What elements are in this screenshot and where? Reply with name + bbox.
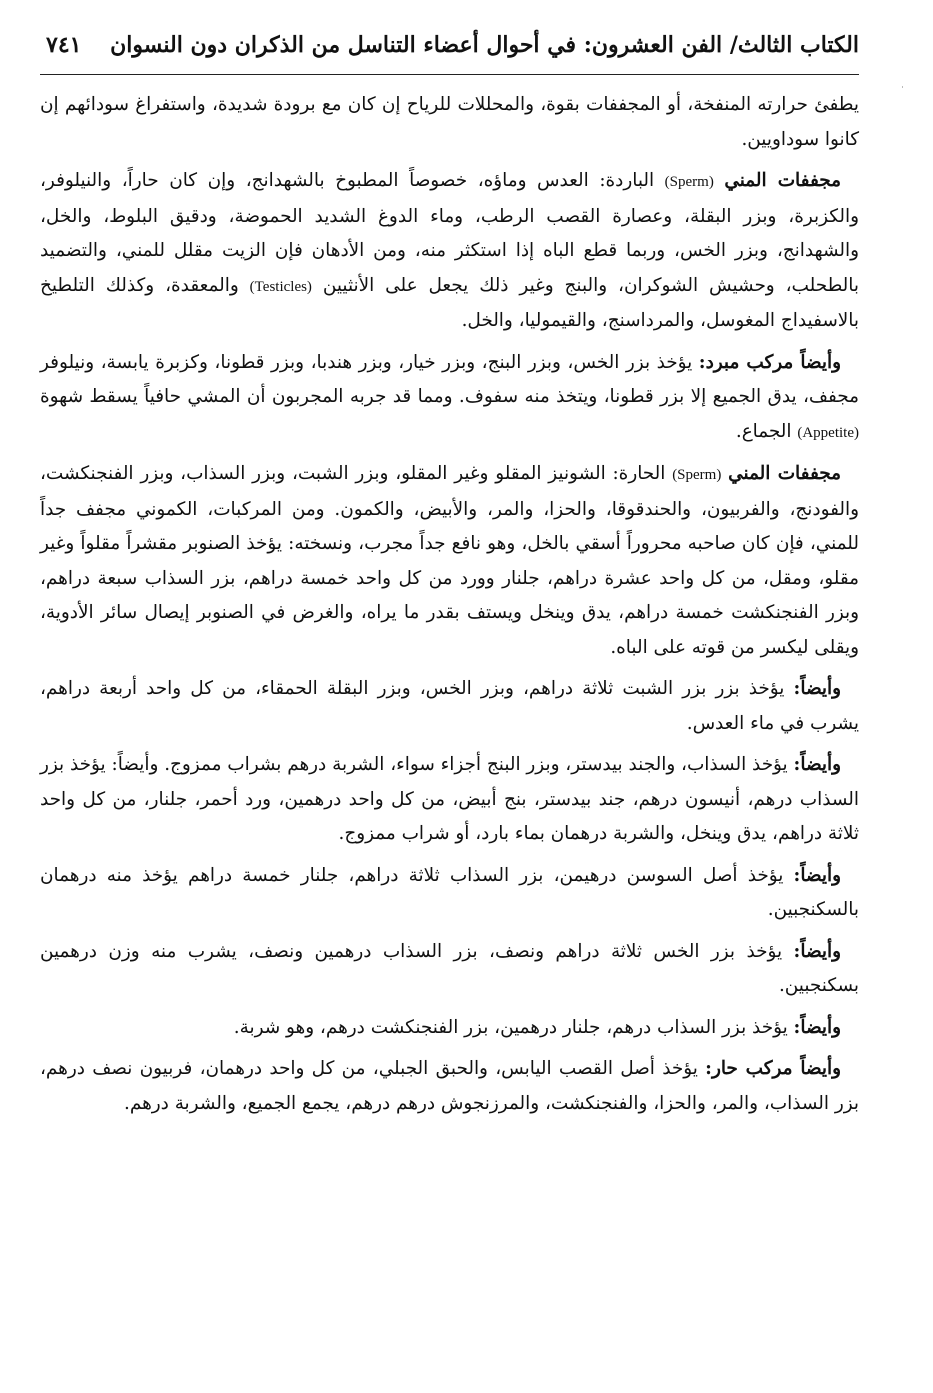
paragraph-lead: وأيضاً مركب حار: [705, 1058, 841, 1079]
paragraph-lead: وأيضاً: [793, 940, 841, 962]
paragraph [40, 859, 859, 928]
paragraph-text: يطفئ حرارته المنفخة، أو المجففات بقوة، والمحللات للرياح إن كان مع برودة شديدة، واستفراغ سودائهم إن كانوا سوداويين. [40, 94, 859, 150]
paragraph-lead: وأيضاً: [793, 754, 841, 775]
page-header [40, 22, 859, 75]
paragraph [40, 935, 859, 1004]
margin-tick [902, 86, 903, 88]
paragraph [40, 88, 859, 157]
latin-term: (Sperm) [672, 467, 722, 483]
paragraph-text: يؤخذ أصل القصب اليابس، والحبق الجبلي، من كل واحد درهمان، فربيون نصف درهم، بزر السذاب، والمر، والحزا، والفنجنكشت، والمرزنجوش درهم درهم، يجمع الجميع، والشربة درهم. [40, 1058, 859, 1114]
paragraph-lead: وأيضاً: [793, 864, 841, 886]
paragraph-text: يؤخذ بزر الخس ثلاثة دراهم ونصف، بزر السذاب درهمين ونصف، يشرب منه وزن درهمين بسكنجبين. [40, 940, 859, 996]
paragraph-lead: وأيضاً مركب مبرد: [698, 351, 841, 373]
page-number: ٧٤١ [46, 32, 82, 58]
paragraph-text: يؤخذ بزر الخس، وبزر البنج، وبزر خيار، وبزر هندبا، وبزر قطونا، وكزبرة يابسة، ونيلوفر مجفف، يدق الجميع إلا بزر قطونا، ويتخذ منه سفوف. ومما قد جربه المجربون أن المشي حافياً يسقط شهوة [40, 351, 859, 407]
paragraph-lead: مجففات المني [724, 170, 841, 191]
paragraph-lead: وأيضاً: [793, 1016, 841, 1038]
paragraph [40, 346, 859, 451]
latin-term: (Appetite) [797, 424, 859, 441]
latin-term: (Testicles) [249, 278, 312, 295]
page-body [40, 88, 859, 1128]
paragraph [40, 457, 859, 665]
running-head: الكتاب الثالث/ الفن العشرون: في أحوال أعضاء التناسل من الذكران دون النسوان [110, 32, 859, 58]
paragraph [40, 748, 859, 852]
latin-term: (Sperm) [664, 174, 714, 190]
paragraph [40, 164, 859, 339]
paragraph-text: يؤخذ السذاب، والجند بيدستر، وبزر البنج أجزاء سواء، الشربة درهم بشراب ممزوج. وأيضاً: يؤخذ بزر السذاب درهم، أنيسون درهم، جند بيدستر، بنج أبيض، من كل واحد درهمين، ورد أحمر، جلنار، من كل واحد ثلاثة دراهم، يدق وينخل، والشربة درهمان بماء بارد، أو شراب ممزوج. [40, 754, 859, 844]
paragraph-text: يؤخذ أصل السوسن درهيمن، بزر السذاب ثلاثة دراهم، جلنار خمسة دراهم يؤخذ منه درهمان بالسكنجبين. [40, 864, 859, 920]
paragraph-text: الباردة: العدس وماؤه، خصوصاً المطبوخ بالشهدانج، وإن كان حاراً، والنيلوفر، والكزبرة، وبزر البقلة، وعصارة القصب الرطب، وماء الدوغ الشديد الحموضة، ودقيق البلوط، والخل، والشهدانج، وبزر الخس، وربما قطع الباه إذا استكثر منه، ومن الأدهان فإن الزيت مقلل للمني، والتضميد بالطحلب، وحشيش الشوكران، والبنج وغير ذلك يجعل على الأنثيين [40, 170, 859, 296]
paragraph [40, 672, 859, 741]
paragraph [40, 1011, 859, 1046]
paragraph-text: الحارة: الشونيز المقلو وغير المقلو، وبزر الشبت، وبزر السذاب، وبزر الفنجنكشت، والفودنج، والفربيون، والحندقوقا، والحزا، والمر، والأبيض، والكمون. ومن المركبات، الكموني مجفف جداً للمني، فإن كان صاحبه محروراً أسقي بالخل، وهو نافع جداً مجرب، ونسخته: يؤخذ الصنوبر مقشراً مقلواً وغير مقلو، ومقل، من كل واحد عشرة دراهم، جلنار وورد من كل واحد خمسة دراهم، بزر السذاب سبعة دراهم، وبزر الفنجنكشت خمسة دراهم، يدق وينخل ويستف بقدر ما يراه، والغرض في الصنوبر إيصال سائر الأدوية، ويقلى ليكسر من قوته على الباه. [40, 463, 859, 658]
paragraph-text: الجماع. [735, 420, 798, 442]
paragraph [40, 1052, 859, 1121]
paragraph-lead: مجففات المني [728, 463, 841, 484]
paragraph-lead: وأيضاً: [793, 678, 841, 699]
paragraph-text: والمعقدة، وكذلك التلطيخ بالاسفيداج المغوسل، والمرداسنج، والقيموليا، والخل. [40, 274, 859, 331]
paragraph-text: يؤخذ بزر بزر الشبت ثلاثة دراهم، وبزر الخس، وبزر البقلة الحمقاء، من كل واحد أربعة دراهم، يشرب في ماء العدس. [40, 678, 859, 734]
paragraph-text: يؤخذ بزر السذاب درهم، جلنار درهمين، بزر الفنجنكشت درهم، وهو شربة. [233, 1016, 788, 1038]
